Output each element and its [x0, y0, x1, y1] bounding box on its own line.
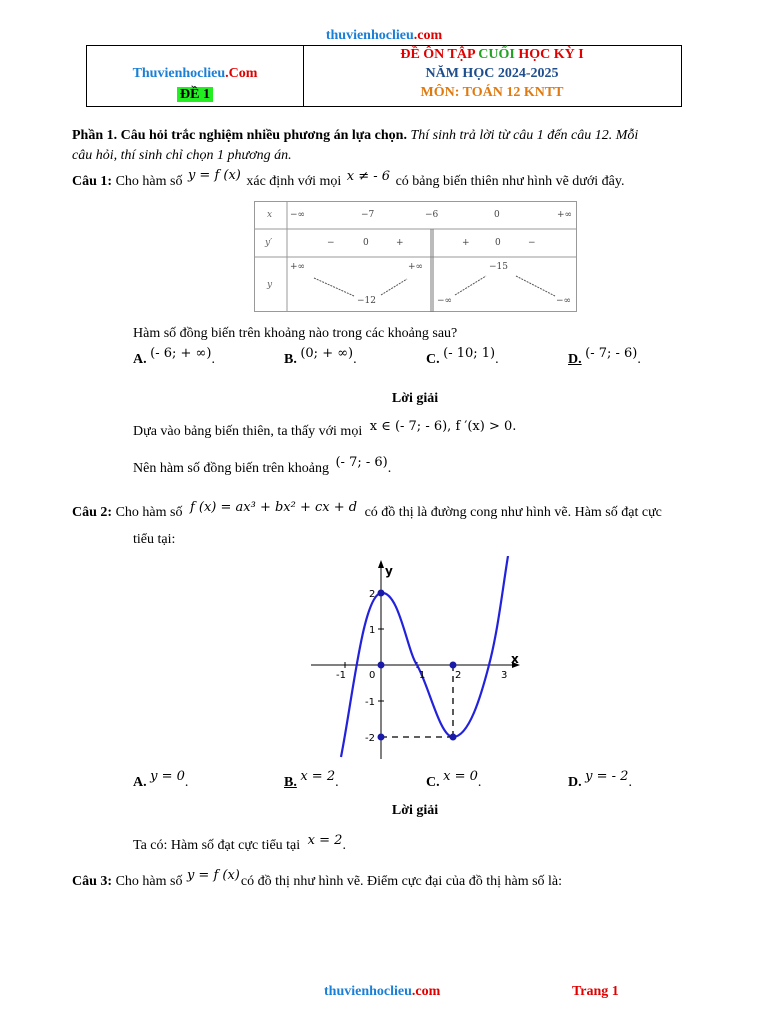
q1-option-b[interactable]: B. (0; + ∞).: [284, 346, 357, 367]
footer-site-link[interactable]: thuvienhoclieu.com: [324, 984, 441, 999]
q1-option-d[interactable]: D. (- 7; - 6).: [568, 346, 641, 367]
y-axis-label: y: [385, 564, 393, 578]
table-sign: 0: [363, 238, 369, 248]
table-x-value: −6: [425, 210, 439, 220]
y-axis-arrow: [378, 560, 384, 568]
site-name: thuvienhoclieu: [325, 28, 414, 43]
q3-function: y = f (x): [186, 868, 240, 883]
x-tick-label: 2: [455, 670, 462, 681]
part1-instructions-2: câu hỏi, thí sinh chỉ chọn 1 phương án.: [72, 148, 292, 163]
brand-name: Thuvienhoclieu: [132, 66, 226, 81]
q2-option-c[interactable]: C. x = 0.: [426, 769, 482, 790]
table-y-value: −∞: [556, 296, 572, 306]
subject: MÔN: TOÁN 12 KNTT: [420, 85, 564, 100]
q2-option-d[interactable]: D. y = - 2.: [568, 769, 632, 790]
table-x-value: −∞: [290, 210, 306, 220]
q1-function: y = f (x): [187, 168, 241, 183]
point-min: [450, 734, 457, 741]
q1-label: Câu 1:: [72, 174, 113, 189]
x-tick-label: 0: [369, 670, 376, 681]
table-y-value: +∞: [408, 262, 424, 272]
point-max: [378, 590, 385, 597]
q2-graph: [305, 556, 525, 761]
q2-stem: Câu 2: Cho hàm số f (x) = ax³ + bx² + cx + d có đồ thị là đường cong như hình vẽ. Hàm số đạt cực: [72, 500, 662, 520]
table-sign: +: [462, 238, 470, 248]
x-tick-label: -1: [336, 670, 346, 681]
x-tick-label: 3: [501, 670, 508, 681]
brand-tld: .Com: [225, 66, 258, 81]
q2-solution-title: Lời giải: [391, 803, 439, 818]
q2-option-a[interactable]: A. y = 0.: [133, 769, 189, 790]
table-yprime-label: y′: [265, 238, 273, 248]
table-y-value: −12: [357, 296, 376, 306]
point-x2: [450, 662, 457, 669]
exam-header: [86, 45, 682, 107]
part1-intro: [72, 126, 696, 146]
part1-title: Phần 1. Câu hỏi trắc nghiệm nhiều phương án lựa chọn.: [72, 128, 407, 143]
q2-solution-line: Ta có: Hàm số đạt cực tiểu tại x = 2.: [133, 833, 346, 853]
table-sign: −: [327, 238, 335, 248]
q1-solution-line1: Dựa vào bảng biến thiên, ta thấy với mọi x ∈ (- 7; - 6), f ′(x) > 0.: [133, 419, 517, 439]
exam-title: ĐỀ ÔN TẬP CUỐI HỌC KỲ I: [400, 47, 584, 62]
q1-solution-title: Lời giải: [391, 391, 439, 406]
q2-label: Câu 2:: [72, 505, 113, 520]
q1-stem: Câu 1: Cho hàm số y = f (x) xác định với mọi x ≠ - 6 có bảng biến thiên như hình vẽ dưới đây.: [72, 168, 625, 189]
table-x-label: x: [267, 210, 273, 220]
x-tick-label: 1: [419, 670, 426, 681]
q3-label: Câu 3:: [72, 874, 113, 889]
q1-option-a[interactable]: A. (- 6; + ∞).: [133, 346, 215, 367]
exam-code-badge: ĐỀ 1: [177, 87, 213, 102]
q1-question: Hàm số đồng biến trên khoảng nào trong các khoảng sau?: [133, 326, 458, 341]
page-number: Trang 1: [572, 984, 619, 999]
x-axis-label: x: [511, 652, 519, 666]
table-sign: 0: [495, 238, 501, 248]
part1-instructions: Thí sinh trả lời từ câu 1 đến câu 12. Mỗi: [406, 128, 639, 143]
header-left-cell: [87, 46, 304, 106]
table-sign: −: [528, 238, 536, 248]
table-x-value: +∞: [557, 210, 573, 220]
variation-table: [254, 201, 578, 313]
point-origin: [378, 662, 385, 669]
y-tick-label: -2: [365, 733, 375, 744]
q1-option-c[interactable]: C. (- 10; 1).: [426, 346, 499, 367]
point-y-2: [378, 734, 385, 741]
q1-condition: x ≠ - 6: [346, 169, 391, 184]
q2-stem-cont: tiểu tại:: [133, 532, 176, 547]
q2-function: f (x) = ax³ + bx² + cx + d: [189, 500, 358, 515]
table-y-value: −∞: [437, 296, 453, 306]
cubic-curve: [341, 556, 508, 757]
school-year: NĂM HỌC 2024-2025: [425, 66, 559, 81]
site-tld: .com: [413, 28, 443, 43]
table-sign: +: [396, 238, 404, 248]
table-y-value: −15: [489, 262, 508, 272]
top-site-link[interactable]: [0, 28, 768, 44]
y-tick-label: 1: [369, 625, 376, 636]
table-y-value: +∞: [290, 262, 306, 272]
header-right-cell: [303, 46, 681, 106]
table-y-label: y: [267, 280, 273, 290]
y-tick-label: 2: [369, 589, 376, 600]
y-tick-label: -1: [365, 697, 375, 708]
table-x-value: 0: [494, 210, 500, 220]
table-x-value: −7: [361, 210, 375, 220]
q2-option-b[interactable]: B. x = 2.: [284, 769, 339, 790]
q3-stem: Câu 3: Cho hàm số y = f (x)có đồ thị như hình vẽ. Điểm cực đại của đồ thị hàm số là:: [72, 868, 563, 889]
q1-solution-line2: Nên hàm số đồng biến trên khoảng (- 7; - 6).: [133, 455, 392, 476]
